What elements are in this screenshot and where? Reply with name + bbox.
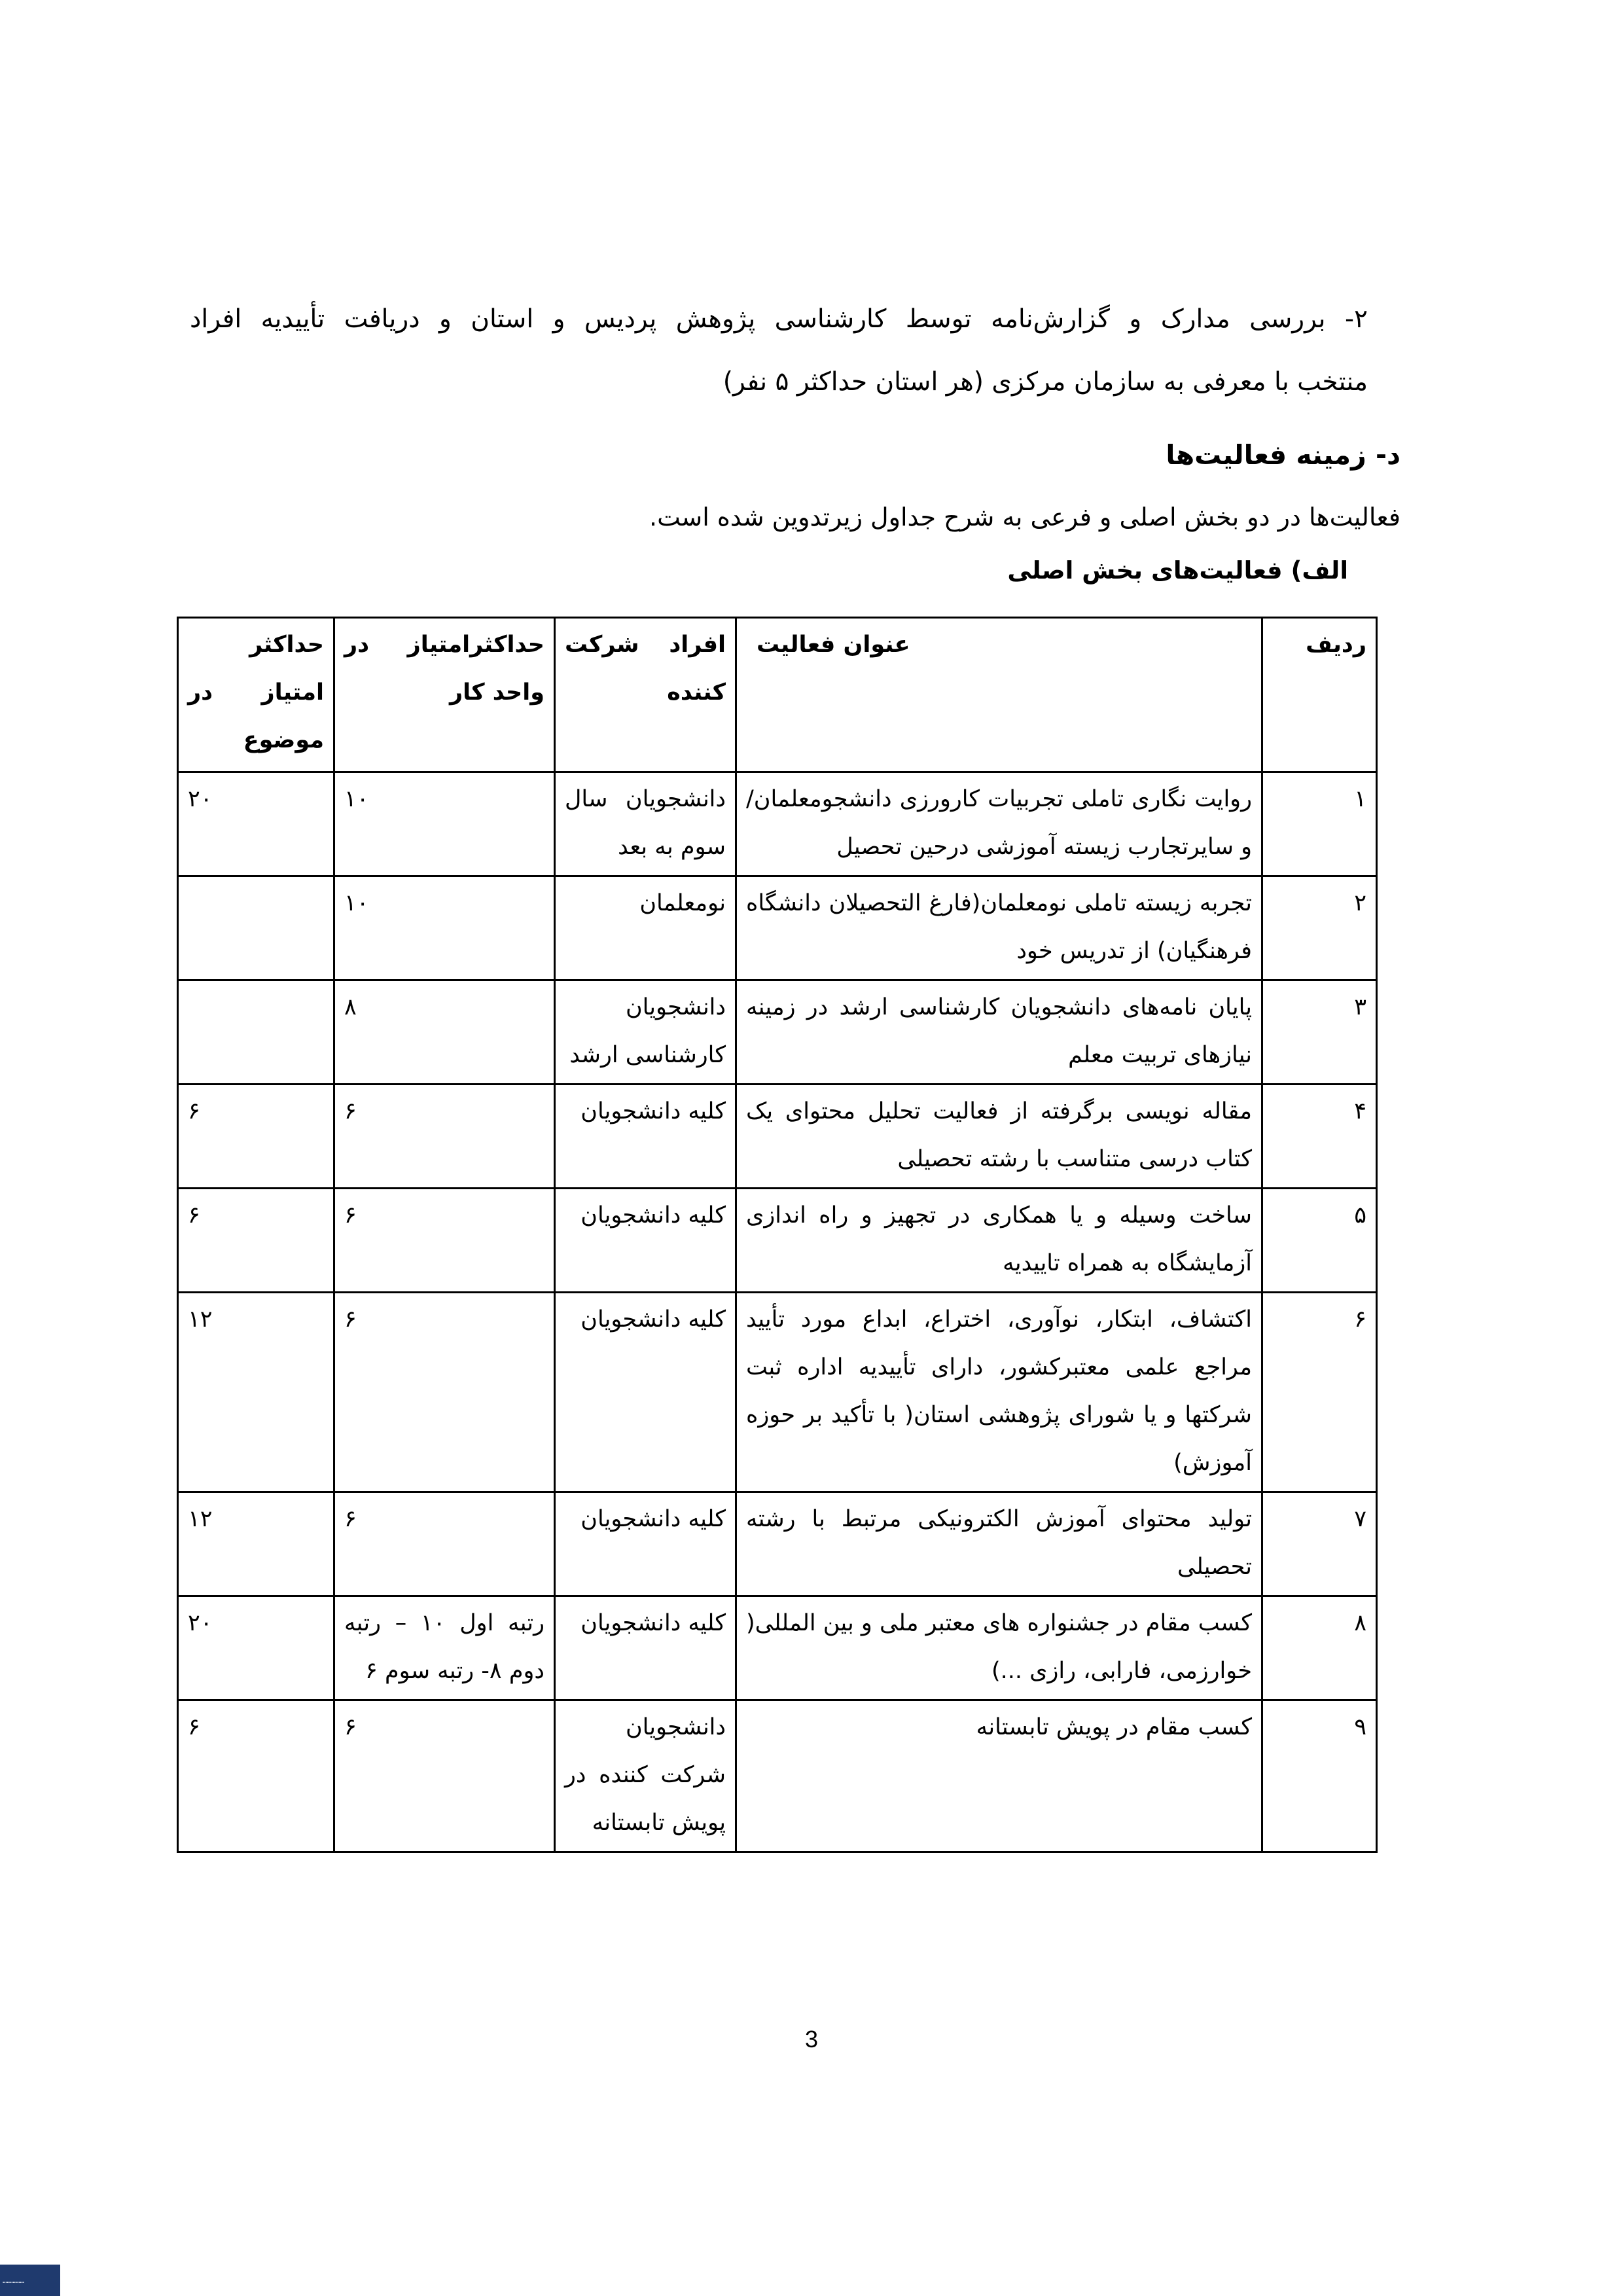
header-participants: افراد شرکت کننده [555, 618, 736, 772]
max-in-topic-cell: ۶ [178, 1189, 334, 1293]
section-d-heading: د- زمینه فعالیت‌ها [1166, 439, 1400, 471]
row-number-cell: ۶ [1262, 1293, 1377, 1492]
max-in-topic-cell [178, 980, 334, 1085]
activity-title-cell: کسب مقام در پویش تابستانه [736, 1700, 1262, 1852]
row-number-cell: ۱ [1262, 772, 1377, 876]
max-in-topic-cell [178, 876, 334, 980]
row-number-cell: ۳ [1262, 980, 1377, 1085]
row-number-cell: ۵ [1262, 1189, 1377, 1293]
participants-cell: کلیه دانشجویان [555, 1596, 736, 1700]
intro-paragraph: فعالیت‌ها در دو بخش اصلی و فرعی به شرح جداول زیرتدوین شده است. [649, 503, 1400, 531]
table-row [178, 1700, 1377, 1852]
step-2-line-2: منتخب با معرفی به سازمان مرکزی (هر استان حداکثر ۵ نفر) [722, 367, 1368, 397]
participants-cell: کلیه دانشجویان [555, 1293, 736, 1492]
header-max-in-topic: حداکثر امتیاز در موضوع [178, 618, 334, 772]
participants-cell: دانشجویان شرکت کننده در پویش تابستانه [555, 1700, 736, 1852]
page-number: 3 [804, 2026, 819, 2053]
activity-title-cell: اکتشاف، ابتکار، نوآوری، اختراع، ابداع مورد تأیید مراجع علمی معتبرکشور، دارای تأییدیه اداره ثبت شرکتها و یا شورای پژوهشی استان( با تأکید بر حوزه آموزش) [736, 1293, 1262, 1492]
row-number-cell: ۸ [1262, 1596, 1377, 1700]
max-per-unit-cell: ۱۰ [334, 772, 555, 876]
table-row [178, 772, 1377, 876]
max-per-unit-cell: ۶ [334, 1189, 555, 1293]
max-in-topic-cell: ۶ [178, 1700, 334, 1852]
max-in-topic-cell: ۶ [178, 1085, 334, 1189]
max-per-unit-cell: ۶ [334, 1700, 555, 1852]
max-in-topic-cell: ۱۲ [178, 1293, 334, 1492]
row-number-cell: ۲ [1262, 876, 1377, 980]
participants-cell: کلیه دانشجویان [555, 1189, 736, 1293]
row-number-cell: ۹ [1262, 1700, 1377, 1852]
main-activities-table [177, 617, 1378, 1853]
activity-title-cell: پایان نامه‌های دانشجویان کارشناسی ارشد در زمینه نیازهای تربیت معلم [736, 980, 1262, 1085]
activity-title-cell: کسب مقام در جشنواره های معتبر ملی و بین المللی( خوارزمی، فارابی، رازی ...) [736, 1596, 1262, 1700]
step-2-paragraph [190, 288, 1368, 414]
activity-title-cell: مقاله نویسی برگرفته از فعالیت تحلیل محتوای یک کتاب درسی متناسب با رشته تحصیلی [736, 1085, 1262, 1189]
activity-title-cell: تجربه زیسته تاملی نومعلمان(فارغ التحصیلان دانشگاه فرهنگیان) از تدریس خود [736, 876, 1262, 980]
max-per-unit-cell: ۶ [334, 1492, 555, 1596]
table-row [178, 1596, 1377, 1700]
participants-cell: کلیه دانشجویان [555, 1492, 736, 1596]
table-row [178, 1085, 1377, 1189]
max-per-unit-cell: ۱۰ [334, 876, 555, 980]
activity-title-cell: تولید محتوای آموزش الکترونیکی مرتبط با رشته تحصیلی [736, 1492, 1262, 1596]
activity-title-cell: روایت نگاری تاملی تجربیات کارورزی دانشجومعلمان/ و سایرتجارب زیسته آموزشی درحین تحصیل [736, 772, 1262, 876]
header-activity-title: عنوان فعالیت [736, 618, 1262, 772]
max-per-unit-cell: رتبه اول ۱۰ – رتبه دوم ۸- رتبه سوم ۶ [334, 1596, 555, 1700]
max-in-topic-cell: ۲۰ [178, 1596, 334, 1700]
table-row [178, 1492, 1377, 1596]
participants-cell: دانشجویان کارشناسی ارشد [555, 980, 736, 1085]
max-per-unit-cell: ۶ [334, 1085, 555, 1189]
table-row [178, 876, 1377, 980]
row-number-cell: ۷ [1262, 1492, 1377, 1596]
header-max-per-unit: حداکثرامتیاز در واحد کار [334, 618, 555, 772]
activity-title-cell: ساخت وسیله و یا همکاری در تجهیز و راه اندازی آزمایشگاه به همراه تاییدیه [736, 1189, 1262, 1293]
participants-cell: کلیه دانشجویان [555, 1085, 736, 1189]
step-2-line-1: ۲- بررسی مدارک و گزارش‌نامه توسط کارشناسی پژوهش پردیس و استان و دریافت تأییدیه افراد [190, 304, 1368, 334]
table-header-row [178, 618, 1377, 772]
max-in-topic-cell: ۲۰ [178, 772, 334, 876]
table-row [178, 980, 1377, 1085]
max-in-topic-cell: ۱۲ [178, 1492, 334, 1596]
site-watermark-stamp: …………… [0, 2265, 60, 2296]
table-row [178, 1189, 1377, 1293]
row-number-cell: ۴ [1262, 1085, 1377, 1189]
subsection-a-heading: الف) فعالیت‌های بخش اصلی [1007, 556, 1348, 584]
max-per-unit-cell: ۸ [334, 980, 555, 1085]
max-per-unit-cell: ۶ [334, 1293, 555, 1492]
header-row-number: ردیف [1262, 618, 1377, 772]
participants-cell: دانشجویان سال سوم به بعد [555, 772, 736, 876]
table-row [178, 1293, 1377, 1492]
participants-cell: نومعلمان [555, 876, 736, 980]
